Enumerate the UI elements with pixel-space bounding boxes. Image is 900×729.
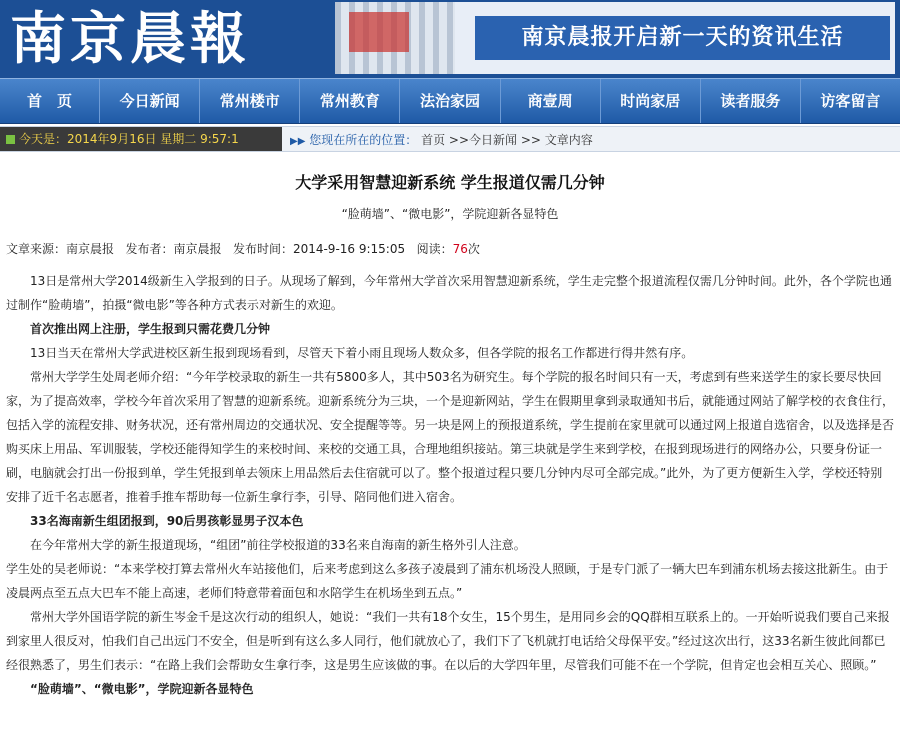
article-paragraph: 13日当天在常州大学武进校区新生报到现场看到，尽管天下着小雨且现场人数众多，但各学院的报名工作都进行得井然有序。 (30, 346, 694, 360)
breadcrumb-section-link[interactable]: >>今日新闻 (448, 132, 518, 147)
meta-views-count: 76 (452, 242, 468, 256)
newspaper-image (335, 2, 455, 74)
site-header (0, 0, 900, 78)
article-paragraph: 常州大学学生处周老师介绍：“今年学校录取的新生一共有5800多人，其中503名为研究生。每个学院的报名时间只有一天，考虑到有些来送学生的家长要尽快回家，为了提高效率，学校今年首次采用了智慧的迎新系统。迎新系统分为三块，一个是迎新网站，学生在假期里拿到录取通知书后，就能通过网站了解学校的衣食住行，包括入学的流程安排、财务状况，还有常州周边的交通状况、安全提醒等等。另一块是网上的预报道系统，学生提前在家里就可以通过网上报道自选宿舍，以及选择是否购买床上用品、军训服装，学校还能得知学生的来校时间、来校的交通工具，合理地组织接站。第三块就是学生来到学校，在报到现场进行的网络办公，只要身份证一刷，电脑就会打出一份报到单，学生凭报到单去领床上用品然后去住宿就可以了。整个报道过程只要几分钟内尽可全部完成。”此外，为了更方便新生入学，学校还特别安排了近千名志愿者，推着手推车帮助每一位新生拿行李，引导、陪同他们进入宿舍。 (6, 370, 895, 504)
breadcrumb (282, 131, 593, 148)
date-value: 2014年9月16日 星期二 9:57:1 (67, 132, 239, 146)
main-nav (0, 78, 900, 124)
nav-item-guestbook[interactable]: 访客留言 (820, 92, 881, 110)
header-banner (335, 2, 895, 74)
article-meta (6, 240, 894, 257)
date-label: 今天是： (19, 132, 68, 146)
bullet-icon (6, 135, 15, 144)
meta-views-label: 阅读： (416, 242, 453, 256)
nav-item-home-fashion[interactable]: 时尚家居 (601, 79, 701, 123)
section-heading: “脸萌墙”、“微电影”，学院迎新各显特色 (30, 682, 254, 696)
meta-publisher: 发布者：南京晨报 (125, 242, 222, 256)
breadcrumb-home-link[interactable]: 首页 (421, 132, 446, 147)
location-label: 您现在所在的位置： (309, 132, 418, 147)
section-heading: 33名海南新生组团报到，90后男孩彰显男子汉本色 (30, 514, 304, 528)
nav-item-today-news[interactable]: 今日新闻 (100, 79, 200, 123)
nav-item-home[interactable]: 首 页 (0, 79, 100, 123)
nav-item-law[interactable]: 法治家园 (400, 79, 500, 123)
double-arrow-icon: ▶▶ (290, 135, 306, 147)
nav-item-reader-service[interactable]: 读者服务 (701, 79, 801, 123)
meta-time: 发布时间：2014-9-16 9:15:05 (232, 242, 406, 256)
meta-views-unit: 次 (467, 242, 480, 256)
date-display (0, 127, 282, 151)
breadcrumb-current: >> 文章内容 (520, 132, 593, 147)
nav-item-education[interactable]: 常州教育 (300, 79, 400, 123)
banner-slogan: 南京晨报开启新一天的资讯生活 (475, 16, 890, 60)
nav-item-real-estate[interactable]: 常州楼市 (200, 79, 300, 123)
article-body (0, 170, 900, 701)
meta-source: 文章来源：南京晨报 (6, 242, 115, 256)
info-bar (0, 126, 900, 152)
article-paragraph: 13日是常州大学2014级新生入学报到的日子。从现场了解到，今年常州大学首次采用智慧迎新系统，学生走完整个报道流程仅需几分钟时间。此外，各个学院也通过制作“脸萌墙”，拍摄“微电影”等各种方式表示对新生的欢迎。 (6, 274, 892, 312)
article-title: 大学采用智慧迎新系统 学生报道仅需几分钟 (295, 173, 605, 192)
nav-item-business-weekly[interactable]: 商壹周 (501, 79, 601, 123)
site-logo[interactable]: 南京晨報 (10, 6, 250, 72)
article-subtitle: “脸萌墙”、“微电影”，学院迎新各显特色 (341, 207, 559, 221)
article-paragraph: 在今年常州大学的新生报道现场，“组团”前往学校报道的33名来自海南的新生格外引人注意。 (30, 538, 526, 552)
article-paragraph: 常州大学外国语学院的新生岑金千是这次行动的组织人，她说：“我们一共有18个女生，15个男生，是用同乡会的QQ群相互联系上的。一开始听说我们要自己来报到家里人很反对，怕我们自己出远门不安全，但是听到有这么多人同行，他们就放心了，我们下了飞机就打电话给父母保平安。”经过这次出行，这33名新生彼此间都已经很熟悉了，男生们表示：“在路上我们会帮助女生拿行李，这是男生应该做的事。在以后的大学四年里，尽管我们可能不在一个学院，但肯定也会相互关心、照顾。” (6, 610, 890, 672)
article-paragraph: 学生处的吴老师说：“本来学校打算去常州火车站接他们，后来考虑到这么多孩子凌晨到了浦东机场没人照顾，于是专门派了一辆大巴车到浦东机场去接这批新生。由于凌晨两点至五点大巴车不能上高速，老师们特意带着面包和水陪学生在机场坐到五点。” (6, 562, 889, 600)
section-heading: 首次推出网上注册，学生报到只需花费几分钟 (30, 322, 271, 336)
